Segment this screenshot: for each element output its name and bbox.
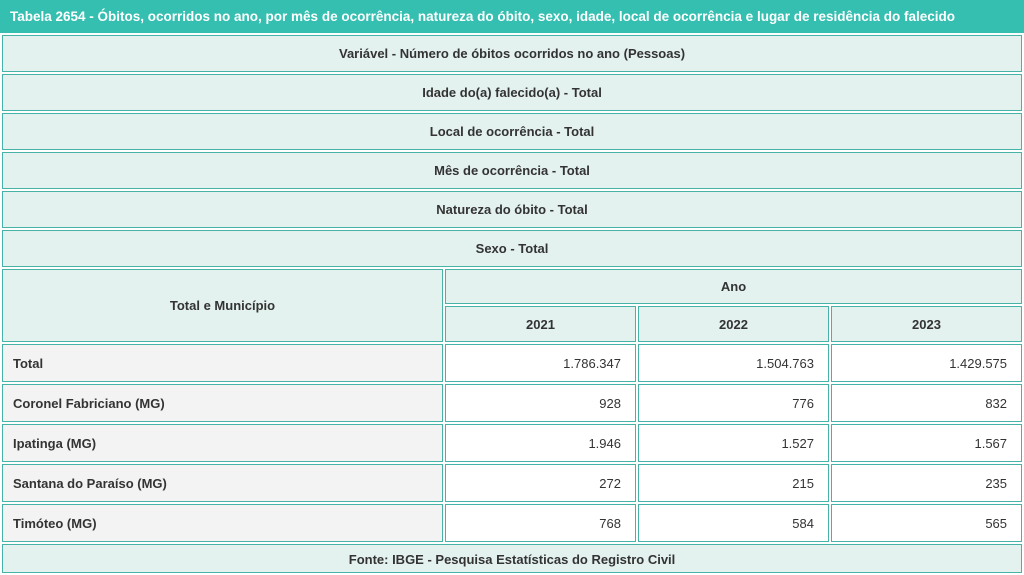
- meta-mes: Mês de ocorrência - Total: [2, 152, 1022, 189]
- meta-natureza: Natureza do óbito - Total: [2, 191, 1022, 228]
- meta-variavel: Variável - Número de óbitos ocorridos no ano (Pessoas): [2, 35, 1022, 72]
- cell-value: 1.567: [831, 424, 1022, 462]
- meta-idade: Idade do(a) falecido(a) - Total: [2, 74, 1022, 111]
- table-row-total: [2, 344, 1022, 382]
- cell-value: 1.786.347: [445, 344, 636, 382]
- meta-sexo: Sexo - Total: [2, 230, 1022, 267]
- cell-value: 1.527: [638, 424, 829, 462]
- meta-row-natureza: [2, 191, 1022, 228]
- cell-value: 832: [831, 384, 1022, 422]
- column-header-2022: 2022: [638, 306, 829, 342]
- column-header-municipio: Total e Município: [2, 269, 443, 342]
- cell-value: 565: [831, 504, 1022, 542]
- meta-row-variavel: [2, 35, 1022, 72]
- cell-value: 584: [638, 504, 829, 542]
- cell-value: 1.946: [445, 424, 636, 462]
- cell-value: 928: [445, 384, 636, 422]
- column-header-2023: 2023: [831, 306, 1022, 342]
- cell-value: 1.504.763: [638, 344, 829, 382]
- meta-row-idade: [2, 74, 1022, 111]
- cell-value: 215: [638, 464, 829, 502]
- cell-value: 768: [445, 504, 636, 542]
- header-row-top: [2, 269, 1022, 304]
- data-table: [0, 33, 1024, 575]
- row-label: Ipatinga (MG): [2, 424, 443, 462]
- table-row-timoteo: [2, 504, 1022, 542]
- table-row-santana-do-paraiso: [2, 464, 1022, 502]
- meta-local: Local de ocorrência - Total: [2, 113, 1022, 150]
- cell-value: 235: [831, 464, 1022, 502]
- cell-value: 776: [638, 384, 829, 422]
- table-row-coronel-fabriciano: [2, 384, 1022, 422]
- row-label: Santana do Paraíso (MG): [2, 464, 443, 502]
- footer-row: [2, 544, 1022, 573]
- meta-row-local: [2, 113, 1022, 150]
- cell-value: 272: [445, 464, 636, 502]
- table-title-bar: Tabela 2654 - Óbitos, ocorridos no ano, por mês de ocorrência, natureza do óbito, sexo, idade, local de ocorrência e lugar de residência do falecido: [0, 0, 1024, 33]
- column-header-2021: 2021: [445, 306, 636, 342]
- row-label: Timóteo (MG): [2, 504, 443, 542]
- cell-value: 1.429.575: [831, 344, 1022, 382]
- row-label: Coronel Fabriciano (MG): [2, 384, 443, 422]
- meta-row-mes: [2, 152, 1022, 189]
- row-label: Total: [2, 344, 443, 382]
- table-row-ipatinga: [2, 424, 1022, 462]
- meta-row-sexo: [2, 230, 1022, 267]
- column-group-ano: Ano: [445, 269, 1022, 304]
- source-note: Fonte: IBGE - Pesquisa Estatísticas do Registro Civil: [2, 544, 1022, 573]
